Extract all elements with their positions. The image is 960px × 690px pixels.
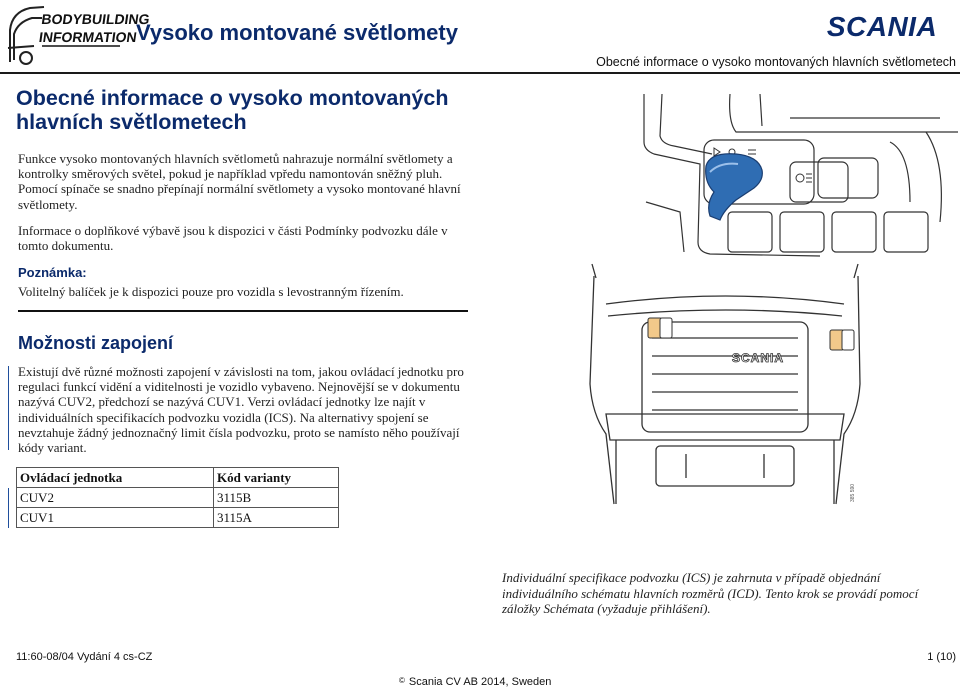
footer-copyright: [399, 676, 551, 688]
options-heading: Možnosti zapojení: [18, 333, 173, 353]
high-mounted-lamp-right: [830, 330, 854, 350]
bb-logo-line1: BODYBUILDING: [40, 11, 151, 27]
bb-logo-line2: INFORMATION: [37, 29, 138, 45]
note-text: Volitelný balíček je k dispozici pouze pro vozidla s levostranným řízením.: [18, 284, 404, 299]
document-title: Vysoko montované světlomety: [136, 20, 458, 45]
intro-paragraph: Funkce vysoko montovaných hlavních světlometů nahrazuje normální světlomety a kontrolky směrových světel, pokud je například vpředu namontován sněžný pluh. Pomocí spínače se snadno přepínají normální světlomety a vysoko montované hlavní světlomety.: [18, 151, 461, 212]
figure-id: 385 590: [850, 483, 856, 502]
copyright-symbol: ©: [399, 676, 405, 685]
truck-grille-brand: SCANIA: [731, 351, 785, 365]
table-cell: CUV2: [17, 488, 214, 508]
info-paragraph: Informace o doplňkové výbavě jsou k dispozici v části Podmínky podvozku dále v tomto dokumentu.: [18, 223, 448, 254]
change-bar: [8, 488, 9, 528]
note-divider: [18, 310, 468, 312]
scania-logo: [808, 10, 956, 42]
variant-table: [16, 467, 339, 528]
ics-caption: Individuální specifikace podvozku (ICS) je zahrnuta v případě objednání individuálního schématu hlavních rozměrů (ICD). Tento krok se provádí pomocí záložky Schémata (vyžaduje přihlášení).: [502, 570, 919, 617]
scania-logo-text: SCANIA: [826, 11, 938, 42]
footer-page-number: 1 (10): [927, 651, 956, 663]
table-cell: 3115A: [214, 508, 339, 528]
copyright-text: Scania CV AB 2014, Sweden: [408, 676, 552, 688]
bodybuilding-information-logo: [4, 2, 151, 66]
footer-doc-ref: 11:60-08/04 Vydání 4 cs-CZ: [16, 651, 153, 663]
change-bar: [8, 366, 9, 450]
headlight-switch-illustration: [640, 92, 958, 258]
table-cell: CUV1: [17, 508, 214, 528]
table-header-control-unit: Ovládací jednotka: [17, 468, 214, 488]
table-cell: 3115B: [214, 488, 339, 508]
options-paragraph: Existují dvě různé možnosti zapojení v závislosti na tom, jakou ovládací jednotku pro regulaci funkcí vidění a viditelnosti je vozidlo vybaveno. Nejnovější se v dokumentu nazývá CUV2, předchozí se nazývá CUV1. Verzi ovládací jednotky lze najít v individuálních specifikacích podvozku vozidla (ICS). Na alternativy spojení se nevztahuje žádný jednoznačný limit čísla podvozku, proto se namísto něho používají kódy variant.: [18, 364, 464, 456]
truck-front-illustration: [586, 264, 864, 512]
header-subtitle: Obecné informace o vysoko montovaných hlavních světlometech: [596, 55, 956, 69]
note-label: Poznámka:: [18, 265, 87, 280]
header-divider: [0, 72, 960, 74]
table-header-row: [17, 468, 339, 488]
table-row: [17, 488, 339, 508]
section-heading: Obecné informace o vysoko montovaných hlavních světlometech: [16, 86, 449, 134]
table-header-variant-code: Kód varianty: [214, 468, 339, 488]
high-mounted-lamp-left: [648, 318, 672, 338]
table-row: [17, 508, 339, 528]
